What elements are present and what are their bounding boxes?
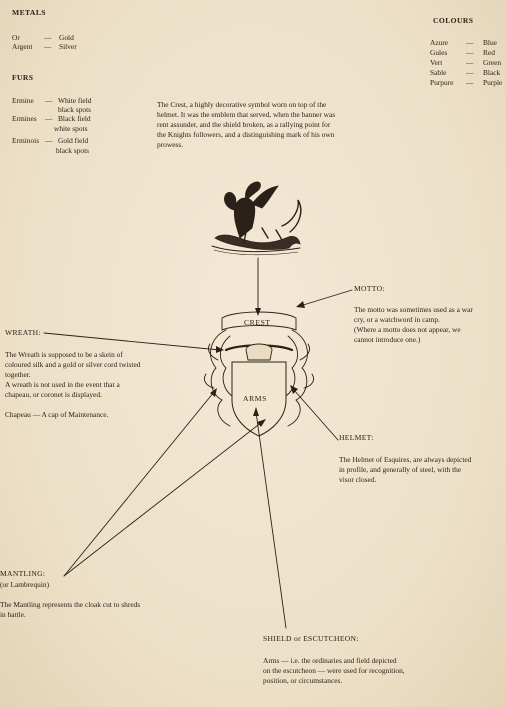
mantling-leader-line-2 bbox=[64, 422, 262, 576]
furs-erminois-spots: black spots bbox=[56, 146, 90, 155]
wreath-arrowhead-icon bbox=[216, 346, 224, 353]
mantling-heading: MANTLING: bbox=[0, 569, 46, 578]
helmet-heading: HELMET: bbox=[339, 433, 374, 442]
helmet-leader-line bbox=[294, 390, 338, 440]
shield-heading: SHIELD or ESCUTCHEON: bbox=[263, 634, 359, 643]
colours-heading: COLOURS bbox=[433, 16, 474, 25]
shield-leader-line bbox=[256, 412, 286, 628]
crest-label: CREST bbox=[244, 318, 271, 327]
mantling-leader-line-1 bbox=[64, 392, 214, 576]
mantling-subheading: (or Lambrequin) bbox=[0, 580, 50, 589]
furs-ermines-spots: white spots bbox=[54, 124, 88, 133]
furs-heading: FURS bbox=[12, 73, 34, 82]
furs-ermine-spots: black spots bbox=[58, 105, 92, 114]
heraldry-page: METALS Or — Gold Argent — Silver FURS Ermine — White field black spots Ermines — Black field white spots Erminois — Gold field black spots COLOURS Azure — Blue Gules — Red Vert — Green Sable — Black Purpure — Purple The Crest, a highly decorative symbol worn on top of the helmet. It was the emblem that served, when the banner was rent assunder, and the shield broken, as a rallying point for the Knights followers, and a distinguishing mark of his own prowess. CREST ARMS MOTTO: The motto was sometimes used as a war cry, or a watchword in camp. (Where a motto does not appear, we cannot introduce one.) WREATH: The Wreath is supposed to be a skein of coloured silk and a gold or silver cord twisted together. A wreath is not used in the event that a chapeau, or coronet is displayed. Chapeau — A cap of Maintenance. HELMET: The Helmet of Esquires, are always depicted in profile, and generally of steel, with the visor closed. MANTLING: (or Lambrequin) The Mantling represents the cloak cut to shreds in battle. SHIELD or ESCUTCHEON: Arms — i.e. the ordinaries and field depicted on the escutcheon — were used for recognition, position, or circumstances. bbox=[0, 0, 506, 707]
wreath-leader-line bbox=[44, 333, 220, 350]
dragon-crest-icon bbox=[212, 182, 301, 255]
chapeau-note: Chapeau — A cap of Maintenance. bbox=[5, 410, 109, 419]
motto-arrowhead-icon bbox=[296, 301, 305, 308]
wreath-heading: WREATH: bbox=[5, 328, 41, 337]
motto-leader-line bbox=[300, 290, 352, 306]
helmet-icon bbox=[246, 344, 272, 360]
metals-heading: METALS bbox=[12, 8, 46, 17]
motto-heading: MOTTO: bbox=[354, 284, 385, 293]
arms-label: ARMS bbox=[243, 394, 267, 403]
